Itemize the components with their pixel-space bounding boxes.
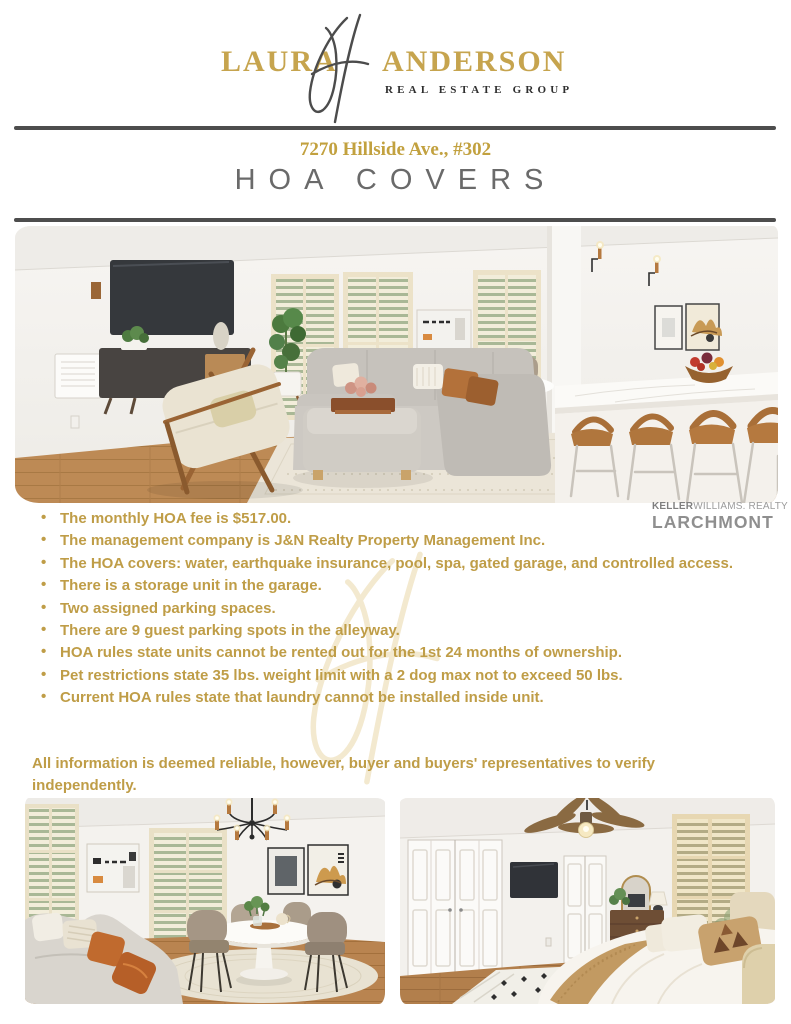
living-room-photo: [15, 226, 778, 503]
hoa-bullet-item: • Current HOA rules state that laundry cannot be installed inside unit.: [38, 687, 738, 709]
hoa-bullet-item: • Two assigned parking spaces.: [38, 598, 738, 620]
bedroom-illustration: [400, 798, 775, 1004]
property-address: 7270 Hillside Ave., #302: [299, 139, 492, 160]
living-room-illustration: [15, 226, 778, 503]
divider-top: [14, 126, 776, 130]
larchmont-office-name: LARCHMONT: [652, 511, 774, 532]
dining-room-illustration: [25, 798, 385, 1004]
hoa-bullet-item: • HOA rules state units cannot be rented out for the 1st 24 months of ownership.: [38, 642, 738, 664]
williams-realty: WILLIAMS. REALTY: [693, 501, 788, 512]
brand-first-name: LAURA: [221, 45, 338, 78]
keller-bold: KELLER: [652, 501, 694, 512]
hoa-bullet-item: • The monthly HOA fee is $517.00.: [38, 508, 738, 530]
divider-bottom: [14, 218, 776, 222]
dining-room-photo: [25, 798, 385, 1004]
brand-last-name: ANDERSON: [382, 45, 567, 78]
bedroom-photo: [400, 798, 775, 1004]
page-title: HOA COVERS: [234, 164, 557, 196]
brand-tagline: REAL ESTATE GROUP: [385, 84, 574, 96]
hoa-bullet-item: • The HOA covers: water, earthquake insurance, pool, spa, gated garage, and controlled access.: [38, 553, 738, 575]
hoa-bullet-item: • Pet restrictions state 35 lbs. weight limit with a 2 dog max not to exceed 50 lbs.: [38, 665, 738, 687]
hoa-bullet-item: • The management company is J&N Realty Property Management Inc.: [38, 530, 738, 552]
disclaimer-text: All information is deemed reliable, however, buyer and buyers' representatives to verify independently.: [32, 755, 655, 795]
hoa-bullet-list: [38, 508, 738, 710]
hoa-bullet-item: • There are 9 guest parking spots in the alleyway.: [38, 620, 738, 642]
hoa-bullet-item: • There is a storage unit in the garage.: [38, 575, 738, 597]
la-monogram-icon: [298, 12, 374, 124]
